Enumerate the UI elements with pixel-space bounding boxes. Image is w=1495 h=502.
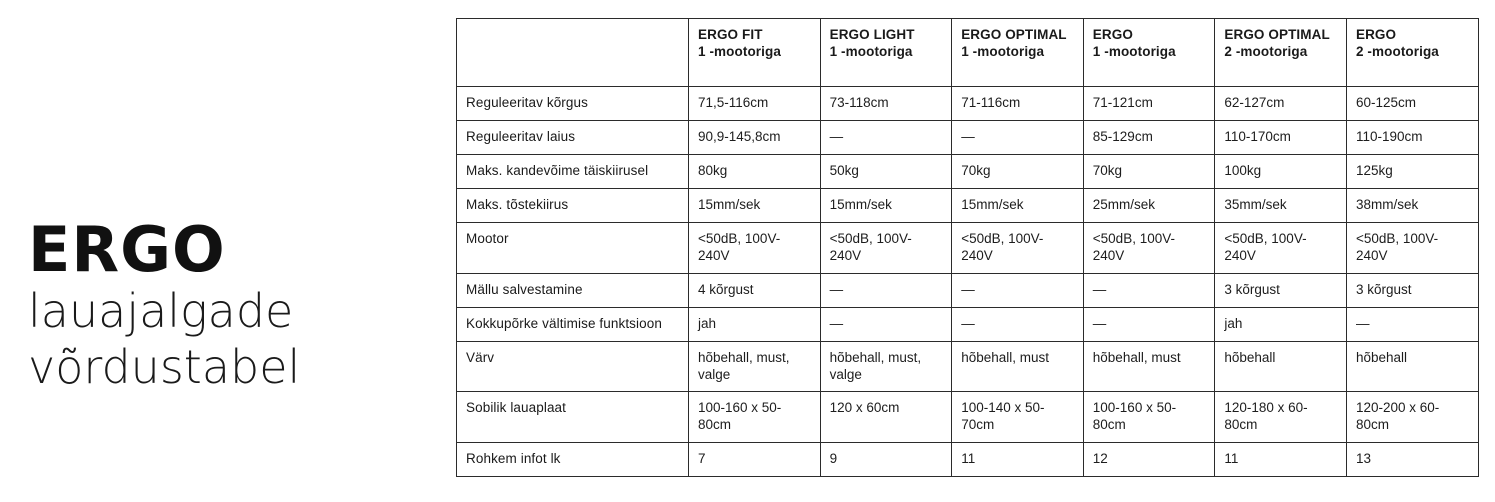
table-cell: 15mm/sek xyxy=(689,189,821,223)
table-cell: 70kg xyxy=(1083,155,1215,189)
table-cell: 38mm/sek xyxy=(1346,189,1478,223)
table-body xyxy=(457,87,1479,477)
column-header-sub: 1 -mootoriga xyxy=(829,44,913,60)
row-label: Reguleeritav kõrgus xyxy=(457,87,689,121)
table-cell: — xyxy=(820,273,952,307)
row-label: Rohkem infot lk xyxy=(457,442,689,476)
table-cell: — xyxy=(952,121,1084,155)
row-label: Sobilik lauaplaat xyxy=(457,392,689,443)
table-row xyxy=(457,189,1479,223)
table-cell: 12 xyxy=(1083,442,1215,476)
table-row xyxy=(457,392,1479,443)
table-cell: 3 kõrgust xyxy=(1346,273,1478,307)
subtitle-line-1: lauajalgade xyxy=(28,284,294,339)
table-cell: 62-127cm xyxy=(1215,87,1347,121)
table-cell: <50dB, 100V-240V xyxy=(689,223,821,274)
table-cell: 50kg xyxy=(820,155,952,189)
table-cell: <50dB, 100V-240V xyxy=(1346,223,1478,274)
table-cell: 25mm/sek xyxy=(1083,189,1215,223)
column-header xyxy=(952,19,1084,87)
table-cell: hõbehall, must, valge xyxy=(689,341,821,392)
table-row xyxy=(457,87,1479,121)
column-header-name: ERGO FIT xyxy=(698,27,763,42)
table-row xyxy=(457,307,1479,341)
table-cell: 9 xyxy=(820,442,952,476)
brand-title: ERGO xyxy=(28,213,226,286)
table-cell: — xyxy=(1083,273,1215,307)
table-row xyxy=(457,341,1479,392)
table-cell: <50dB, 100V-240V xyxy=(820,223,952,274)
table-cell: 71-121cm xyxy=(1083,87,1215,121)
table-cell: — xyxy=(1346,307,1478,341)
table-cell: 70kg xyxy=(952,155,1084,189)
table-cell: 90,9-145,8cm xyxy=(689,121,821,155)
table-cell: 120-180 x 60-80cm xyxy=(1215,392,1347,443)
table-cell: hõbehall xyxy=(1346,341,1478,392)
table-cell: 13 xyxy=(1346,442,1478,476)
comparison-table-wrap xyxy=(456,18,1478,477)
column-header-name: ERGO xyxy=(1092,27,1133,42)
column-header-sub: 2 -mootoriga xyxy=(1224,44,1308,60)
table-cell: — xyxy=(952,273,1084,307)
table-row xyxy=(457,155,1479,189)
page-subtitle xyxy=(28,283,428,395)
row-label: Mootor xyxy=(457,223,689,274)
table-cell: 110-190cm xyxy=(1346,121,1478,155)
table-cell: 100-160 x 50-80cm xyxy=(689,392,821,443)
column-header xyxy=(820,19,952,87)
column-header xyxy=(1083,19,1215,87)
column-header-name: ERGO xyxy=(1355,27,1397,42)
table-cell: 100-140 x 50-70cm xyxy=(952,392,1084,443)
column-header-sub: 1 -mootoriga xyxy=(961,44,1045,60)
column-header-name: ERGO LIGHT xyxy=(829,27,915,42)
table-cell: hõbehall, must xyxy=(1083,341,1215,392)
table-cell: 100-160 x 50-80cm xyxy=(1083,392,1215,443)
table-row xyxy=(457,121,1479,155)
table-cell: jah xyxy=(1215,307,1347,341)
table-cell: 80kg xyxy=(689,155,821,189)
table-cell: 71-116cm xyxy=(952,87,1084,121)
table-cell: hõbehall xyxy=(1215,341,1347,392)
table-cell: 4 kõrgust xyxy=(689,273,821,307)
table-row xyxy=(457,273,1479,307)
table-cell: 35mm/sek xyxy=(1215,189,1347,223)
column-header xyxy=(689,19,821,87)
table-cell: 3 kõrgust xyxy=(1215,273,1347,307)
comparison-table xyxy=(456,18,1479,477)
table-cell: 120-200 x 60-80cm xyxy=(1346,392,1478,443)
column-header-sub: 1 -mootoriga xyxy=(1092,44,1176,60)
table-cell: 11 xyxy=(1215,442,1347,476)
column-header xyxy=(1215,19,1347,87)
table-header xyxy=(457,19,1479,87)
table-cell: jah xyxy=(689,307,821,341)
column-header-name: ERGO OPTIMAL xyxy=(961,27,1067,42)
table-cell: 15mm/sek xyxy=(820,189,952,223)
table-cell: 100kg xyxy=(1215,155,1347,189)
table-cell: 7 xyxy=(689,442,821,476)
table-cell: 11 xyxy=(952,442,1084,476)
column-header-name: ERGO OPTIMAL xyxy=(1224,27,1330,42)
column-header-sub: 1 -mootoriga xyxy=(698,44,781,60)
table-cell: — xyxy=(820,121,952,155)
table-cell: — xyxy=(1083,307,1215,341)
column-header-sub: 2 -mootoriga xyxy=(1355,44,1439,60)
row-label: Mällu salvestamine xyxy=(457,273,689,307)
row-label: Maks. tõstekiirus xyxy=(457,189,689,223)
table-cell: 60-125cm xyxy=(1346,87,1478,121)
row-label: Kokkupõrke vältimise funktsioon xyxy=(457,307,689,341)
title-block xyxy=(28,213,428,395)
table-cell: hõbehall, must, valge xyxy=(820,341,952,392)
table-cell: <50dB, 100V-240V xyxy=(1083,223,1215,274)
table-cell: — xyxy=(952,307,1084,341)
table-cell: <50dB, 100V-240V xyxy=(952,223,1084,274)
table-cell: 71,5-116cm xyxy=(689,87,821,121)
table-cell: 85-129cm xyxy=(1083,121,1215,155)
table-corner-cell xyxy=(457,19,689,87)
table-row xyxy=(457,442,1479,476)
table-cell: — xyxy=(820,307,952,341)
table-cell: hõbehall, must xyxy=(952,341,1084,392)
table-header-row xyxy=(457,19,1479,87)
table-cell: 125kg xyxy=(1346,155,1478,189)
subtitle-line-2: võrdustabel xyxy=(28,340,301,395)
row-label: Maks. kandevõime täiskiirusel xyxy=(457,155,689,189)
table-cell: 73-118cm xyxy=(820,87,952,121)
table-row xyxy=(457,223,1479,274)
table-cell: 120 x 60cm xyxy=(820,392,952,443)
row-label: Reguleeritav laius xyxy=(457,121,689,155)
table-cell: 110-170cm xyxy=(1215,121,1347,155)
row-label: Värv xyxy=(457,341,689,392)
table-cell: 15mm/sek xyxy=(952,189,1084,223)
table-cell: <50dB, 100V-240V xyxy=(1215,223,1347,274)
column-header xyxy=(1346,19,1478,87)
